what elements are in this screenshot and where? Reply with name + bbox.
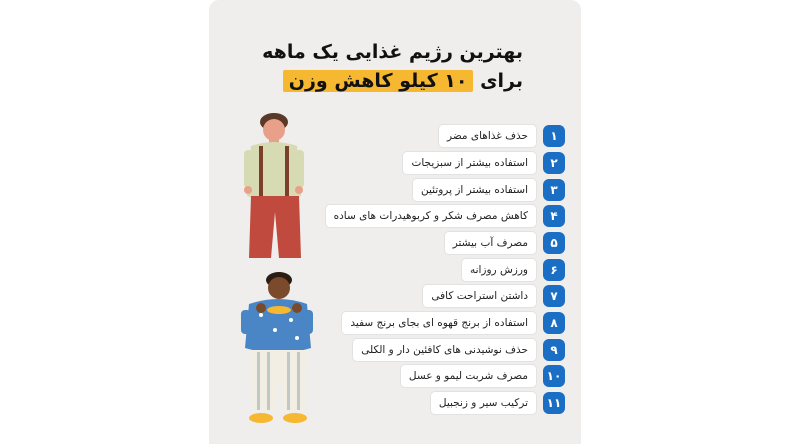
item-number-badge: ۱۱ [543, 392, 565, 414]
item-number-badge: ۳ [543, 179, 565, 201]
item-number-badge: ۵ [543, 232, 565, 254]
list-item [235, 257, 565, 282]
list-item [235, 204, 565, 229]
item-number-badge: ۱۰ [543, 365, 565, 387]
item-number-badge: ۱ [543, 125, 565, 147]
item-number-badge: ۲ [543, 152, 565, 174]
item-text: حذف غذاهای مضر [438, 124, 537, 148]
list-item [235, 284, 565, 309]
title-prefix: برای [480, 70, 523, 92]
item-number-badge: ۸ [543, 312, 565, 334]
item-text: مصرف آب بیشتر [444, 231, 537, 255]
item-text: داشتن استراحت کافی [422, 284, 537, 308]
page-title [223, 38, 523, 96]
list-item [235, 311, 565, 336]
list-item [235, 177, 565, 202]
list-item [235, 231, 565, 256]
item-text: استفاده بیشتر از سبزیجات [402, 151, 537, 175]
title-highlight: ۱۰ کیلو کاهش وزن [283, 70, 474, 92]
item-text: ترکیب سیر و زنجبیل [430, 391, 537, 415]
item-text: ورزش روزانه [461, 258, 537, 282]
item-text: مصرف شربت لیمو و عسل [400, 364, 537, 388]
list-item [235, 338, 565, 363]
item-text: حذف نوشیدنی های کافئین دار و الکلی [352, 338, 537, 362]
item-text: استفاده بیشتر از پروتئین [412, 178, 537, 202]
item-number-badge: ۴ [543, 205, 565, 227]
title-line-1: بهترین رژیم غذایی یک ماهه [262, 41, 523, 63]
infographic-card [209, 0, 581, 444]
item-number-badge: ۶ [543, 259, 565, 281]
item-number-badge: ۷ [543, 285, 565, 307]
item-text: استفاده از برنج قهوه ای بجای برنج سفید [341, 311, 537, 335]
list-item [235, 391, 565, 416]
list-item [235, 124, 565, 149]
item-text: کاهش مصرف شکر و کربوهیدرات های ساده [325, 204, 537, 228]
list-item [235, 364, 565, 389]
list-item [235, 151, 565, 176]
item-number-badge: ۹ [543, 339, 565, 361]
tips-list [235, 124, 565, 418]
title-line-2 [223, 67, 523, 96]
